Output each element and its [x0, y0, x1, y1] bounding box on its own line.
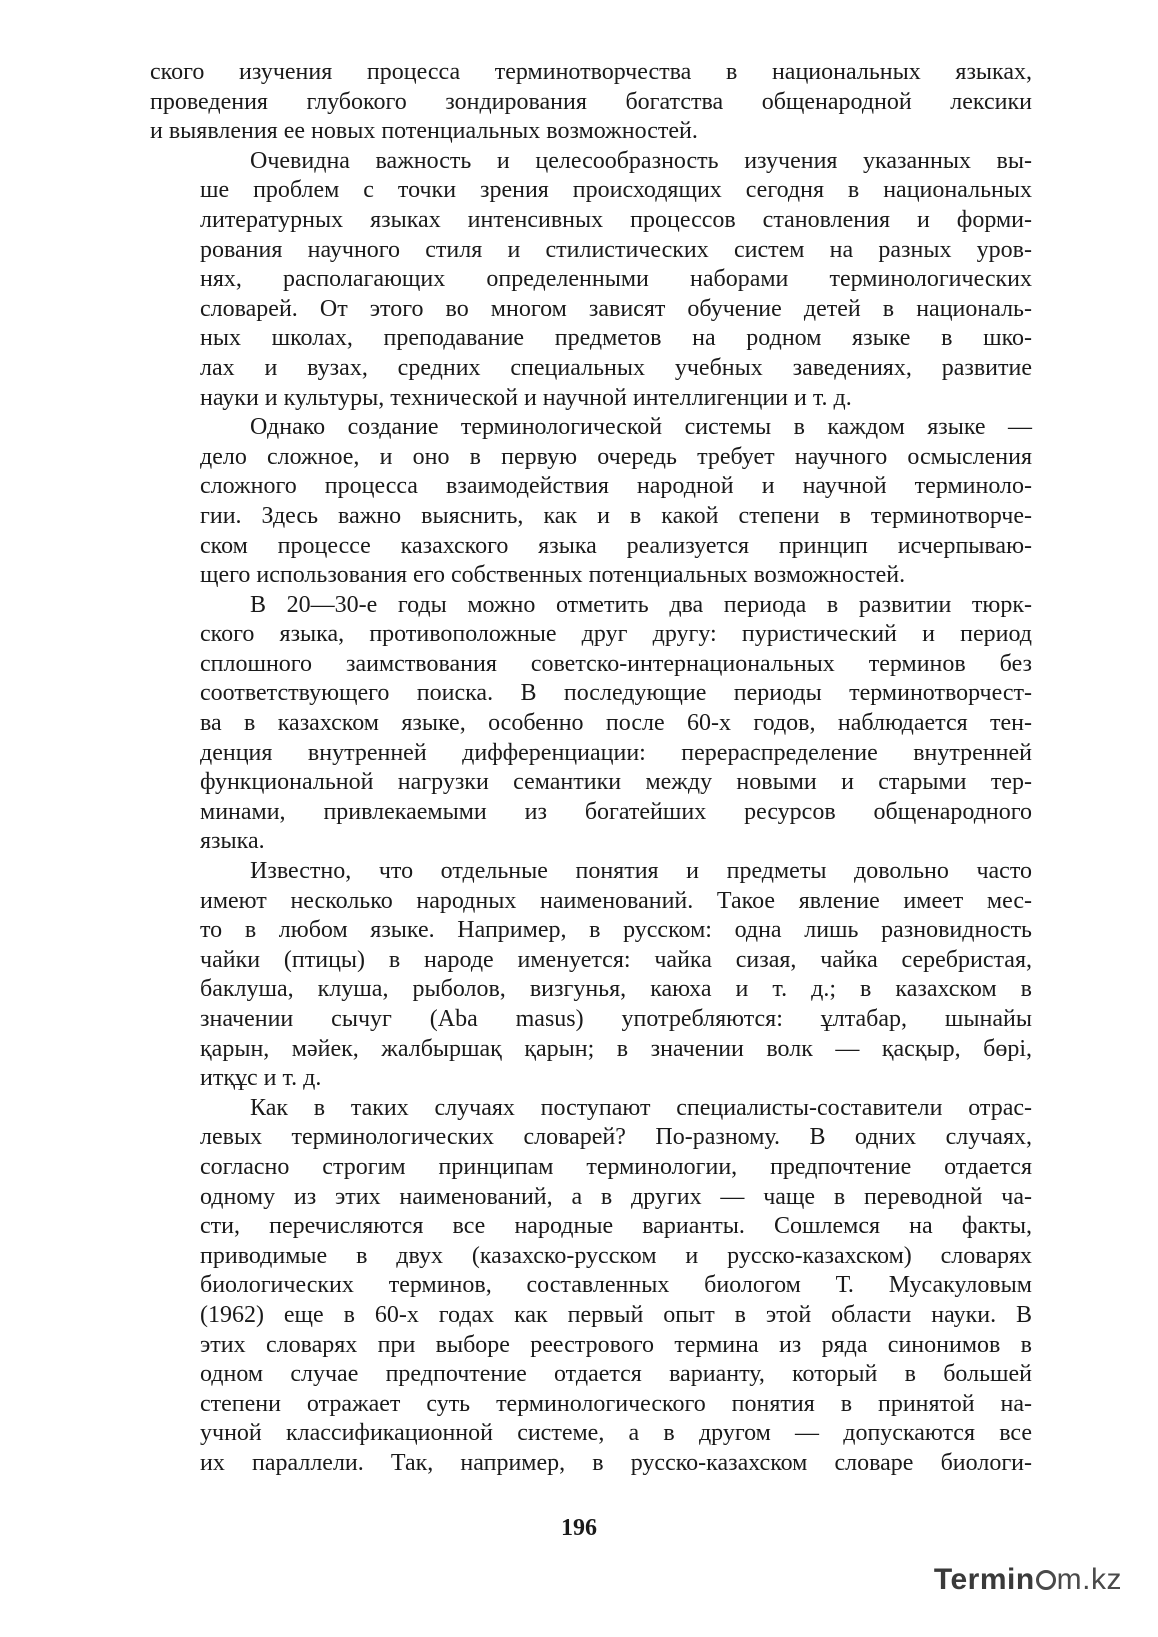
text-line: функциональной нагрузки семантики между новыми и старыми тер-: [200, 769, 1032, 796]
text-line: ше проблем с точки зрения происходящих сегодня в национальных: [200, 177, 1032, 204]
text-line: итқұс и т. д.: [200, 1065, 322, 1092]
text-line: согласно строгим принципам терминологии, предпочтение отдается: [200, 1153, 1032, 1180]
text-line: дело сложное, и оно в первую очередь требует научного осмысления: [200, 443, 1032, 470]
text-line: денция внутренней дифференциации: перераспределение внутренней: [200, 739, 1032, 766]
text-line: Однако создание терминологической системы в каждом языке —: [250, 414, 1032, 441]
text-line: баклуша, клуша, рыболов, визгунья, каюха и т. д.; в казахском в: [200, 976, 1032, 1003]
text-line: рования научного стиля и стилистических систем на разных уров-: [200, 236, 1032, 263]
text-line: Как в таких случаях поступают специалисты-составители отрас-: [250, 1094, 1032, 1121]
text-line: степени отражает суть терминологического понятия в принятой на-: [200, 1390, 1032, 1417]
text-line: минами, привлекаемыми из богатейших ресурсов общенародного: [200, 798, 1032, 825]
text-line: этих словарях при выборе реестрового термина из ряда синонимов в: [200, 1331, 1032, 1358]
text-line: лах и вузах, средних специальных учебных заведениях, развитие: [200, 354, 1032, 381]
text-line: словарей. От этого во многом зависят обучение детей в националь-: [200, 295, 1032, 322]
text-line: (1962) еще в 60-х годах как первый опыт в этой области науки. В: [200, 1301, 1032, 1328]
paragraph-1: [150, 58, 1032, 147]
paragraph-2: [150, 147, 1032, 413]
watermark-prefix: Termin: [933, 1563, 1035, 1596]
text-line: языка.: [200, 828, 265, 855]
paragraph-5: [150, 857, 1032, 1094]
text-line: то в любом языке. Например, в русском: одна лишь разновидность: [200, 917, 1032, 944]
paragraph-6: [150, 1094, 1032, 1479]
text-line: учной классификационной системе, а в другом — допускаются все: [200, 1420, 1032, 1447]
text-line: одному из этих наименований, а в других — чаще в переводной ча-: [200, 1183, 1032, 1210]
text-line: их параллели. Так, например, в русско-казахском словаре биологи-: [200, 1449, 1032, 1476]
text-line: литературных языках интенсивных процессов становления и форми-: [200, 206, 1032, 233]
text-line: сложного процесса взаимодействия народной и научной терминоло-: [200, 473, 1032, 500]
text-line: нях, располагающих определенными наборами терминологических: [200, 266, 1032, 293]
text-line: Очевидна важность и целесообразность изучения указанных вы-: [250, 147, 1032, 174]
text-line: науки и культуры, технической и научной интеллигенции и т. д.: [200, 384, 852, 411]
text-line: чайки (птицы) в народе именуется: чайка сизая, чайка серебристая,: [200, 946, 1032, 973]
text-line: ва в казахском языке, особенно после 60-х годов, наблюдается тен-: [200, 710, 1032, 737]
watermark-suffix: m.kz: [1056, 1563, 1122, 1596]
text-line: Известно, что отдельные понятия и предметы довольно часто: [250, 858, 1032, 885]
site-watermark: [934, 1563, 1122, 1597]
paragraph-3: [150, 413, 1032, 591]
text-line: қарын, мәйек, жалбыршақ қарын; в значении волк — қасқыр, бөрі,: [200, 1035, 1032, 1062]
text-line: гии. Здесь важно выяснить, как и в какой степени в терминотворче-: [200, 502, 1032, 529]
watermark-circle-icon: [1036, 1570, 1056, 1590]
text-line: приводимые в двух (казахско-русском и русско-казахском) словарях: [200, 1242, 1032, 1269]
text-line: одном случае предпочтение отдается варианту, который в большей: [200, 1361, 1032, 1388]
text-line: ском процессе казахского языка реализуется принцип исчерпываю-: [200, 532, 1032, 559]
text-line: проведения глубокого зондирования богатства общенародной лексики: [150, 88, 1032, 115]
text-line: ского изучения процесса терминотворчества в национальных языках,: [150, 59, 1032, 85]
page-number: 196: [561, 1515, 597, 1541]
text-line: сти, перечисляются все народные варианты. Сошлемся на факты,: [200, 1213, 1032, 1240]
paragraph-4: [150, 591, 1032, 857]
text-line: сплошного заимствования советско-интернациональных терминов без: [200, 650, 1032, 677]
text-line: ных школах, преподавание предметов на родном языке в шко-: [200, 325, 1032, 352]
text-line: соответствующего поиска. В последующие периоды терминотворчест-: [200, 680, 1032, 707]
text-line: щего использования его собственных потенциальных возможностей.: [200, 562, 906, 589]
text-line: В 20—30-е годы можно отметить два периода в развитии тюрк-: [250, 591, 1032, 618]
page-body: [150, 58, 1032, 1479]
text-line: имеют несколько народных наименований. Такое явление имеет мес-: [200, 887, 1032, 914]
text-line: и выявления ее новых потенциальных возможностей.: [150, 118, 698, 145]
text-line: биологических терминов, составленных биологом Т. Мусакуловым: [200, 1272, 1032, 1299]
text-line: левых терминологических словарей? По-разному. В одних случаях,: [200, 1124, 1032, 1151]
text-line: ского языка, противоположные друг другу: пуристический и период: [200, 621, 1032, 648]
text-line: значении сычуг (Aba masus) употребляются: ұлтабар, шынайы: [200, 1006, 1032, 1032]
